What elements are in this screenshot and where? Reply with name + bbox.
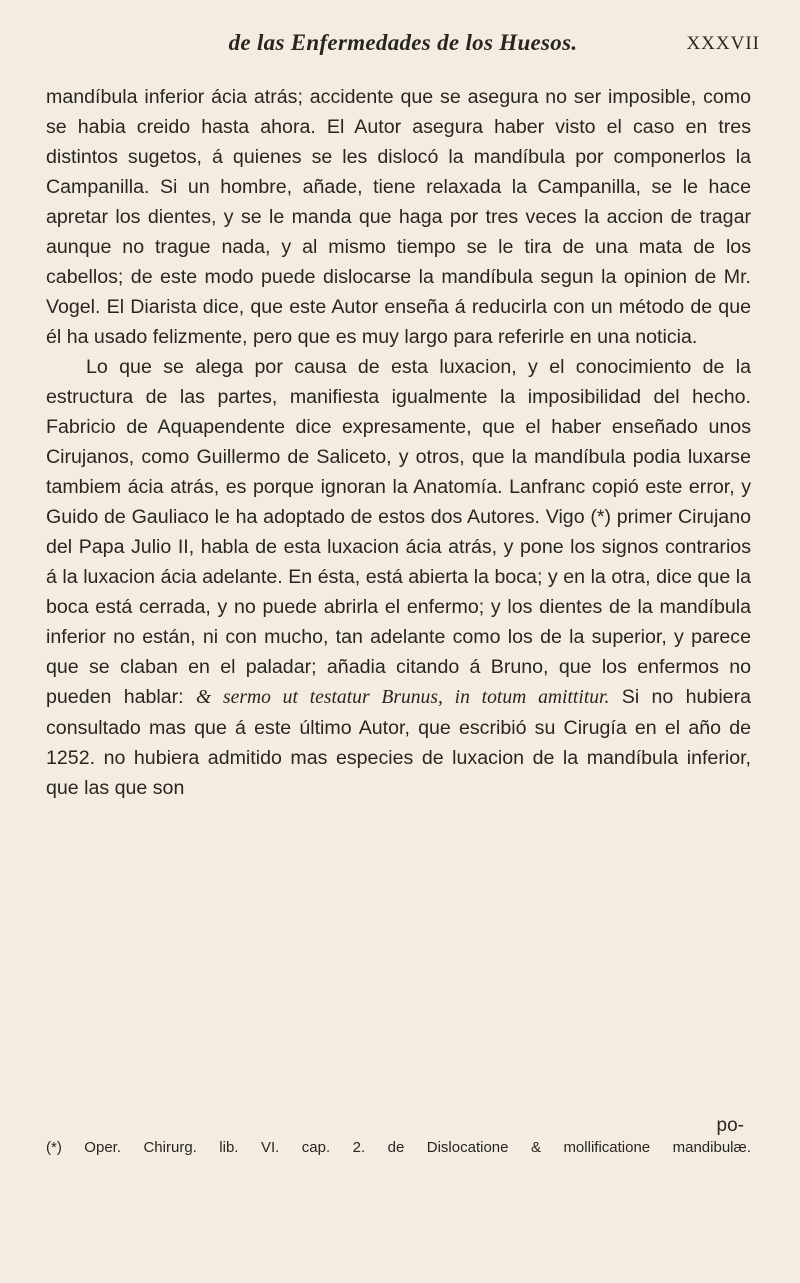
paragraph-2-text-b: Si no hubiera consultado mas que á este último Autor, que escribió su Cirugía en el año de 1252. no hubiera admitido mas especies de luxacion de la mandíbula inferior, que las que son (46, 686, 751, 799)
paragraph-2-text-a: Lo que se alega por causa de esta luxacion, y el conocimiento de la estructura de las partes, manifiesta igualmente la imposibilidad del hecho. Fabricio de Aquapendente dice expresamente, que el haber enseñado unos Cirujanos, como Guillermo de Saliceto, y otros, que la mandíbula podia luxarse tambiem ácia atrás, es porque ignoran la Anatomía. Lanfranc copió este error, y Guido de Gauliaco le ha adoptado de estos dos Autores. Vigo (*) primer Cirujano del Papa Julio II, habla de esta luxacion ácia atrás, y pone los signos contrarios á la luxacion ácia adelante. En ésta, está abierta la boca; y en la otra, dice que la boca está cerrada, y no puede abrirla el enfermo; y los dientes de la mandíbula inferior no están, ni con mucho, tan adelante como los de la superior, y parece que se claban en el paladar; añadia citando á Bruno, que los enfermos no pueden hablar: (46, 356, 751, 708)
latin-quotation: & sermo ut testatur Brunus, in totum amittitur. (195, 687, 610, 708)
body-text (46, 82, 751, 803)
catchword: po- (716, 1115, 744, 1136)
paragraph-1: mandíbula inferior ácia atrás; accidente que se asegura no ser imposible, como se habia creido hasta ahora. El Autor asegura haber visto el caso en tres distintos sugetos, á quienes se les dislocó la mandíbula por componerlos la Campanilla. Si un hombre, añade, tiene relaxada la Campanilla, se le hace apretar los dientes, y se le manda que haga por tres veces la accion de tragar aunque no trague nada, y al mismo tiempo se le tira de una mata de los cabellos; de este modo puede dislocarse la mandíbula segun la opinion de Mr. Vogel. El Diarista dice, que este Autor enseña á reducirla con un método de que él ha usado felizmente, pero que es muy largo para referirle en una noticia. (46, 86, 751, 348)
footnote: (*) Oper. Chirurg. lib. VI. cap. 2. de Dislocatione & mollificatione mandibulæ. (46, 1139, 751, 1156)
running-title: de las Enfermedades de los Huesos. (228, 30, 578, 55)
paragraph-2 (46, 352, 751, 803)
running-head (46, 30, 760, 64)
page-number: XXXVII (686, 33, 760, 54)
